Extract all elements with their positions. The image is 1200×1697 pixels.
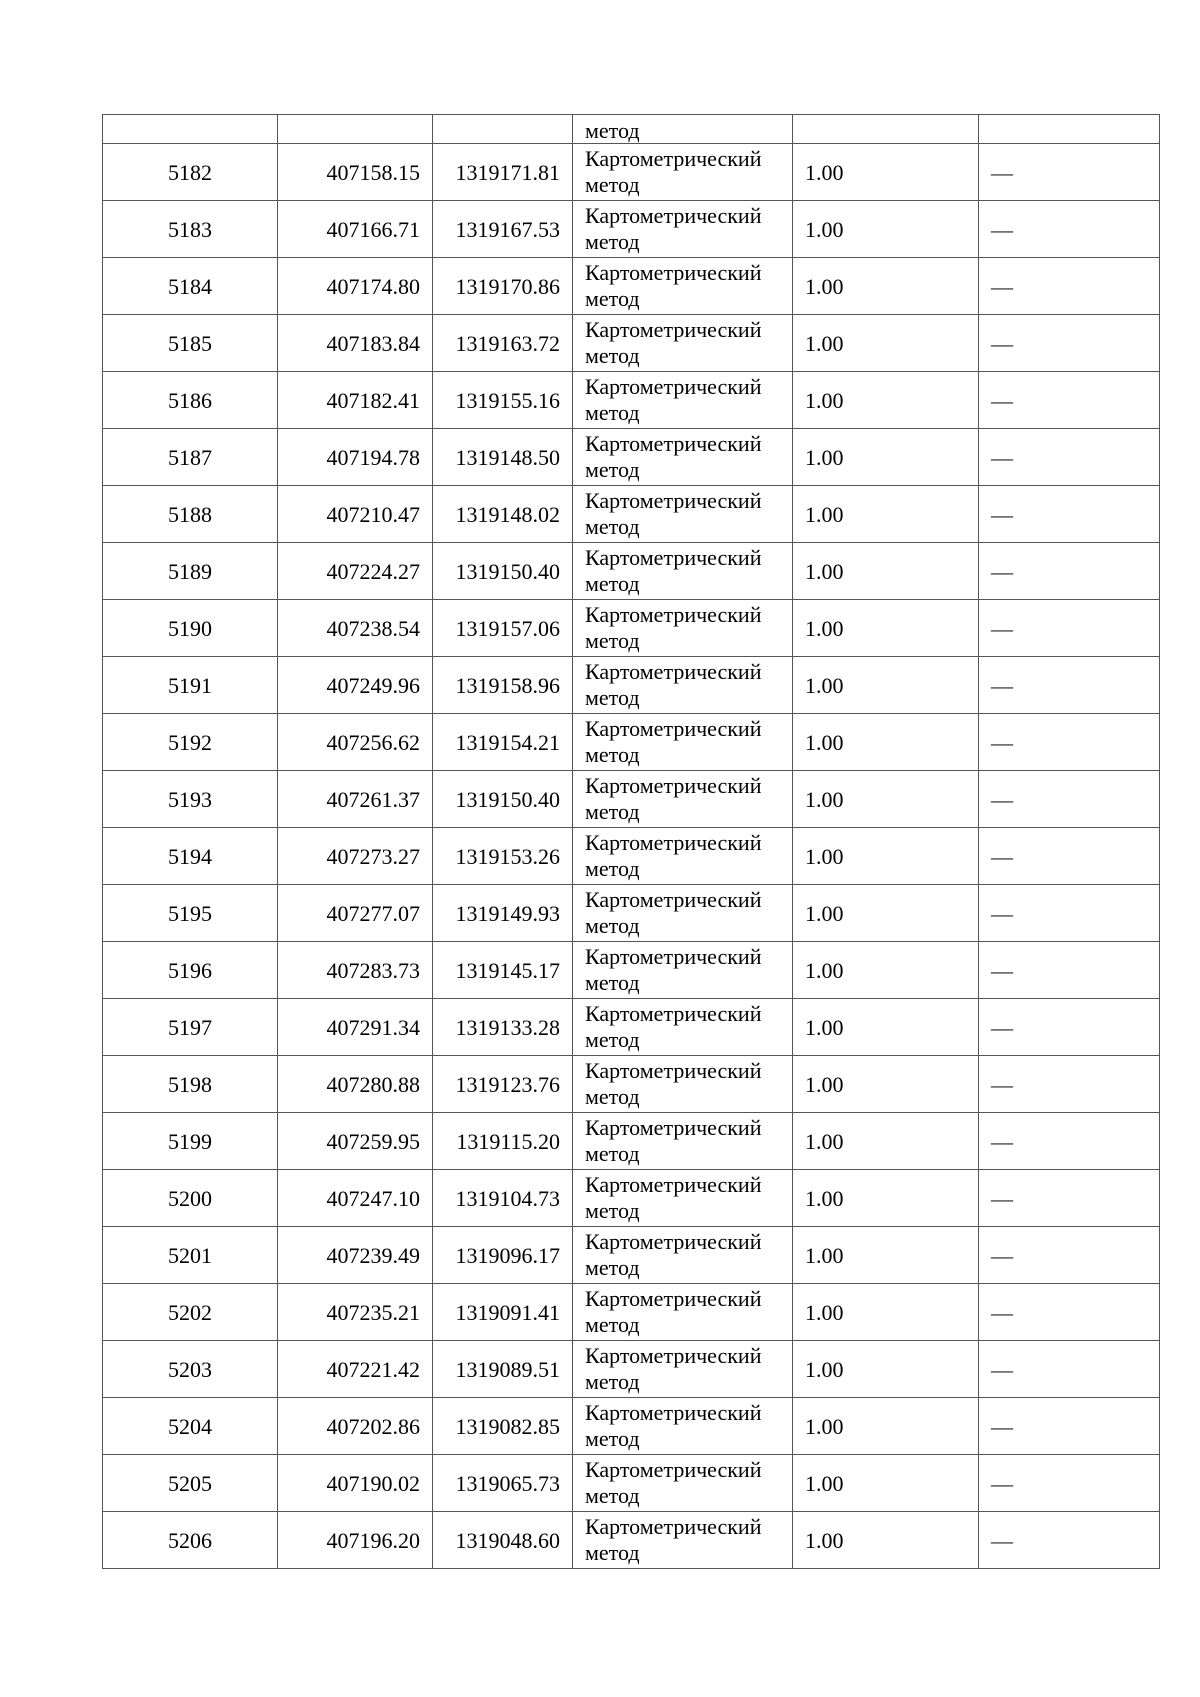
method-cell	[573, 543, 793, 600]
table-row	[103, 1398, 1160, 1455]
method-line-1: Картометрический	[585, 317, 762, 342]
y-coordinate-cell: 1319145.17	[433, 942, 573, 999]
point-number-cell: 5201	[103, 1227, 278, 1284]
method-line-2: метод	[585, 856, 640, 881]
continuation-cell-x	[278, 115, 433, 144]
method-line-1: Картометрический	[585, 944, 762, 969]
point-number-cell: 5202	[103, 1284, 278, 1341]
description-cell: —	[979, 600, 1160, 657]
method-line-2: метод	[585, 286, 640, 311]
y-coordinate-cell: 1319065.73	[433, 1455, 573, 1512]
x-coordinate-cell: 407247.10	[278, 1170, 433, 1227]
description-cell: —	[979, 771, 1160, 828]
method-cell	[573, 1398, 793, 1455]
point-number-cell: 5195	[103, 885, 278, 942]
point-number-cell: 5185	[103, 315, 278, 372]
description-cell: —	[979, 1227, 1160, 1284]
method-line-2: метод	[585, 1483, 640, 1508]
x-coordinate-cell: 407249.96	[278, 657, 433, 714]
x-coordinate-cell: 407174.80	[278, 258, 433, 315]
point-number-cell: 5205	[103, 1455, 278, 1512]
accuracy-cell: 1.00	[793, 714, 979, 771]
accuracy-cell: 1.00	[793, 657, 979, 714]
y-coordinate-cell: 1319150.40	[433, 543, 573, 600]
continuation-cell-number	[103, 115, 278, 144]
method-cell	[573, 1113, 793, 1170]
x-coordinate-cell: 407221.42	[278, 1341, 433, 1398]
accuracy-cell: 1.00	[793, 1341, 979, 1398]
method-line-1: Картометрический	[585, 830, 762, 855]
accuracy-cell: 1.00	[793, 600, 979, 657]
description-cell: —	[979, 315, 1160, 372]
method-line-2: метод	[585, 172, 640, 197]
method-line-1: Картометрический	[585, 602, 762, 627]
point-number-cell: 5190	[103, 600, 278, 657]
method-cell	[573, 1170, 793, 1227]
method-line-1: Картометрический	[585, 1115, 762, 1140]
table-row	[103, 1455, 1160, 1512]
x-coordinate-cell: 407190.02	[278, 1455, 433, 1512]
x-coordinate-cell: 407182.41	[278, 372, 433, 429]
y-coordinate-cell: 1319148.50	[433, 429, 573, 486]
continuation-cell-method: метод	[573, 115, 793, 144]
y-coordinate-cell: 1319153.26	[433, 828, 573, 885]
y-coordinate-cell: 1319082.85	[433, 1398, 573, 1455]
x-coordinate-cell: 407194.78	[278, 429, 433, 486]
x-coordinate-cell: 407259.95	[278, 1113, 433, 1170]
method-line-2: метод	[585, 1027, 640, 1052]
description-cell: —	[979, 1056, 1160, 1113]
y-coordinate-cell: 1319150.40	[433, 771, 573, 828]
method-cell	[573, 1455, 793, 1512]
accuracy-cell: 1.00	[793, 999, 979, 1056]
y-coordinate-cell: 1319115.20	[433, 1113, 573, 1170]
method-line-1: Картометрический	[585, 146, 762, 171]
method-line-2: метод	[585, 1084, 640, 1109]
accuracy-cell: 1.00	[793, 885, 979, 942]
method-line-2: метод	[585, 1141, 640, 1166]
description-cell: —	[979, 429, 1160, 486]
x-coordinate-cell: 407224.27	[278, 543, 433, 600]
description-cell: —	[979, 885, 1160, 942]
description-cell: —	[979, 1398, 1160, 1455]
point-number-cell: 5182	[103, 144, 278, 201]
accuracy-cell: 1.00	[793, 771, 979, 828]
method-line-2: метод	[585, 685, 640, 710]
table-row	[103, 1056, 1160, 1113]
method-cell	[573, 600, 793, 657]
table-row	[103, 828, 1160, 885]
accuracy-cell: 1.00	[793, 315, 979, 372]
table-row	[103, 1284, 1160, 1341]
y-coordinate-cell: 1319171.81	[433, 144, 573, 201]
method-line-2: метод	[585, 913, 640, 938]
method-line-1: Картометрический	[585, 374, 762, 399]
point-number-cell: 5206	[103, 1512, 278, 1569]
point-number-cell: 5197	[103, 999, 278, 1056]
method-line-2: метод	[585, 1369, 640, 1394]
method-cell	[573, 315, 793, 372]
description-cell: —	[979, 258, 1160, 315]
method-line-2: метод	[585, 571, 640, 596]
point-number-cell: 5194	[103, 828, 278, 885]
y-coordinate-cell: 1319048.60	[433, 1512, 573, 1569]
accuracy-cell: 1.00	[793, 144, 979, 201]
point-number-cell: 5192	[103, 714, 278, 771]
x-coordinate-cell: 407256.62	[278, 714, 433, 771]
coordinates-table-body	[103, 115, 1160, 1569]
accuracy-cell: 1.00	[793, 1227, 979, 1284]
y-coordinate-cell: 1319158.96	[433, 657, 573, 714]
accuracy-cell: 1.00	[793, 1512, 979, 1569]
description-cell: —	[979, 999, 1160, 1056]
x-coordinate-cell: 407280.88	[278, 1056, 433, 1113]
method-cell	[573, 771, 793, 828]
method-line-2: метод	[585, 229, 640, 254]
method-line-1: Картометрический	[585, 1286, 762, 1311]
point-number-cell: 5183	[103, 201, 278, 258]
method-line-1: Картометрический	[585, 1457, 762, 1482]
method-line-1: Картометрический	[585, 431, 762, 456]
y-coordinate-cell: 1319157.06	[433, 600, 573, 657]
method-cell	[573, 714, 793, 771]
method-line-1: Картометрический	[585, 1172, 762, 1197]
y-coordinate-cell: 1319133.28	[433, 999, 573, 1056]
table-row	[103, 543, 1160, 600]
x-coordinate-cell: 407261.37	[278, 771, 433, 828]
method-line-1: Картометрический	[585, 260, 762, 285]
x-coordinate-cell: 407273.27	[278, 828, 433, 885]
method-line-1: Картометрический	[585, 545, 762, 570]
method-line-2: метод	[585, 457, 640, 482]
x-coordinate-cell: 407158.15	[278, 144, 433, 201]
table-row	[103, 486, 1160, 543]
continuation-row	[103, 115, 1160, 144]
point-number-cell: 5200	[103, 1170, 278, 1227]
method-line-1: Картометрический	[585, 887, 762, 912]
point-number-cell: 5204	[103, 1398, 278, 1455]
method-cell	[573, 828, 793, 885]
description-cell: —	[979, 1113, 1160, 1170]
x-coordinate-cell: 407210.47	[278, 486, 433, 543]
method-line-2: метод	[585, 1540, 640, 1565]
accuracy-cell: 1.00	[793, 1284, 979, 1341]
y-coordinate-cell: 1319104.73	[433, 1170, 573, 1227]
method-line-2: метод	[585, 799, 640, 824]
method-line-2: метод	[585, 742, 640, 767]
description-cell: —	[979, 828, 1160, 885]
table-row	[103, 258, 1160, 315]
accuracy-cell: 1.00	[793, 828, 979, 885]
x-coordinate-cell: 407277.07	[278, 885, 433, 942]
method-line-2: метод	[585, 970, 640, 995]
y-coordinate-cell: 1319148.02	[433, 486, 573, 543]
description-cell: —	[979, 486, 1160, 543]
method-cell	[573, 1341, 793, 1398]
x-coordinate-cell: 407202.86	[278, 1398, 433, 1455]
method-line-2: метод	[585, 514, 640, 539]
y-coordinate-cell: 1319167.53	[433, 201, 573, 258]
coordinates-table	[102, 114, 1160, 1569]
y-coordinate-cell: 1319155.16	[433, 372, 573, 429]
accuracy-cell: 1.00	[793, 1056, 979, 1113]
accuracy-cell: 1.00	[793, 1455, 979, 1512]
method-line-2: метод	[585, 1198, 640, 1223]
accuracy-cell: 1.00	[793, 258, 979, 315]
method-line-2: метод	[585, 1426, 640, 1451]
table-row	[103, 315, 1160, 372]
method-line-1: Картометрический	[585, 1514, 762, 1539]
accuracy-cell: 1.00	[793, 429, 979, 486]
table-row	[103, 372, 1160, 429]
point-number-cell: 5191	[103, 657, 278, 714]
description-cell: —	[979, 144, 1160, 201]
continuation-cell-y	[433, 115, 573, 144]
table-row	[103, 1341, 1160, 1398]
accuracy-cell: 1.00	[793, 543, 979, 600]
method-line-1: Картометрический	[585, 659, 762, 684]
description-cell: —	[979, 372, 1160, 429]
description-cell: —	[979, 714, 1160, 771]
description-cell: —	[979, 1284, 1160, 1341]
table-row	[103, 1512, 1160, 1569]
method-cell	[573, 657, 793, 714]
method-line-1: Картометрический	[585, 488, 762, 513]
description-cell: —	[979, 1455, 1160, 1512]
method-cell	[573, 429, 793, 486]
accuracy-cell: 1.00	[793, 372, 979, 429]
table-row	[103, 771, 1160, 828]
point-number-cell: 5189	[103, 543, 278, 600]
method-line-1: Картометрический	[585, 1058, 762, 1083]
description-cell: —	[979, 1512, 1160, 1569]
table-row	[103, 144, 1160, 201]
table-row	[103, 1113, 1160, 1170]
method-line-2: метод	[585, 1312, 640, 1337]
method-cell	[573, 372, 793, 429]
x-coordinate-cell: 407183.84	[278, 315, 433, 372]
method-cell	[573, 258, 793, 315]
description-cell: —	[979, 1341, 1160, 1398]
method-line-2: метод	[585, 628, 640, 653]
method-line-1: Картометрический	[585, 1343, 762, 1368]
point-number-cell: 5188	[103, 486, 278, 543]
y-coordinate-cell: 1319163.72	[433, 315, 573, 372]
method-line-1: Картометрический	[585, 203, 762, 228]
x-coordinate-cell: 407239.49	[278, 1227, 433, 1284]
continuation-cell-accuracy	[793, 115, 979, 144]
method-line-2: метод	[585, 400, 640, 425]
method-line-1: Картометрический	[585, 773, 762, 798]
table-row	[103, 942, 1160, 999]
method-cell	[573, 942, 793, 999]
method-cell	[573, 1512, 793, 1569]
table-row	[103, 1170, 1160, 1227]
continuation-cell-description	[979, 115, 1160, 144]
x-coordinate-cell: 407291.34	[278, 999, 433, 1056]
table-row	[103, 999, 1160, 1056]
method-cell	[573, 201, 793, 258]
x-coordinate-cell: 407238.54	[278, 600, 433, 657]
method-cell	[573, 144, 793, 201]
table-row	[103, 1227, 1160, 1284]
accuracy-cell: 1.00	[793, 1113, 979, 1170]
method-line-2: метод	[585, 1255, 640, 1280]
method-line-1: Картометрический	[585, 716, 762, 741]
table-row	[103, 600, 1160, 657]
accuracy-cell: 1.00	[793, 942, 979, 999]
x-coordinate-cell: 407166.71	[278, 201, 433, 258]
point-number-cell: 5184	[103, 258, 278, 315]
method-cell	[573, 999, 793, 1056]
method-line-2: метод	[585, 343, 640, 368]
method-line-1: Картометрический	[585, 1001, 762, 1026]
method-cell	[573, 1056, 793, 1113]
point-number-cell: 5196	[103, 942, 278, 999]
accuracy-cell: 1.00	[793, 1398, 979, 1455]
description-cell: —	[979, 942, 1160, 999]
method-line-1: Картометрический	[585, 1229, 762, 1254]
point-number-cell: 5186	[103, 372, 278, 429]
table-row	[103, 885, 1160, 942]
x-coordinate-cell: 407235.21	[278, 1284, 433, 1341]
table-row	[103, 657, 1160, 714]
y-coordinate-cell: 1319154.21	[433, 714, 573, 771]
description-cell: —	[979, 201, 1160, 258]
description-cell: —	[979, 543, 1160, 600]
y-coordinate-cell: 1319149.93	[433, 885, 573, 942]
method-cell	[573, 486, 793, 543]
y-coordinate-cell: 1319170.86	[433, 258, 573, 315]
x-coordinate-cell: 407196.20	[278, 1512, 433, 1569]
method-cell	[573, 885, 793, 942]
point-number-cell: 5187	[103, 429, 278, 486]
table-row	[103, 201, 1160, 258]
y-coordinate-cell: 1319123.76	[433, 1056, 573, 1113]
accuracy-cell: 1.00	[793, 486, 979, 543]
description-cell: —	[979, 1170, 1160, 1227]
description-cell: —	[979, 657, 1160, 714]
accuracy-cell: 1.00	[793, 1170, 979, 1227]
y-coordinate-cell: 1319089.51	[433, 1341, 573, 1398]
y-coordinate-cell: 1319096.17	[433, 1227, 573, 1284]
method-cell	[573, 1284, 793, 1341]
table-row	[103, 429, 1160, 486]
table-row	[103, 714, 1160, 771]
accuracy-cell: 1.00	[793, 201, 979, 258]
point-number-cell: 5199	[103, 1113, 278, 1170]
point-number-cell: 5198	[103, 1056, 278, 1113]
method-line-1: Картометрический	[585, 1400, 762, 1425]
point-number-cell: 5203	[103, 1341, 278, 1398]
point-number-cell: 5193	[103, 771, 278, 828]
y-coordinate-cell: 1319091.41	[433, 1284, 573, 1341]
method-cell	[573, 1227, 793, 1284]
x-coordinate-cell: 407283.73	[278, 942, 433, 999]
